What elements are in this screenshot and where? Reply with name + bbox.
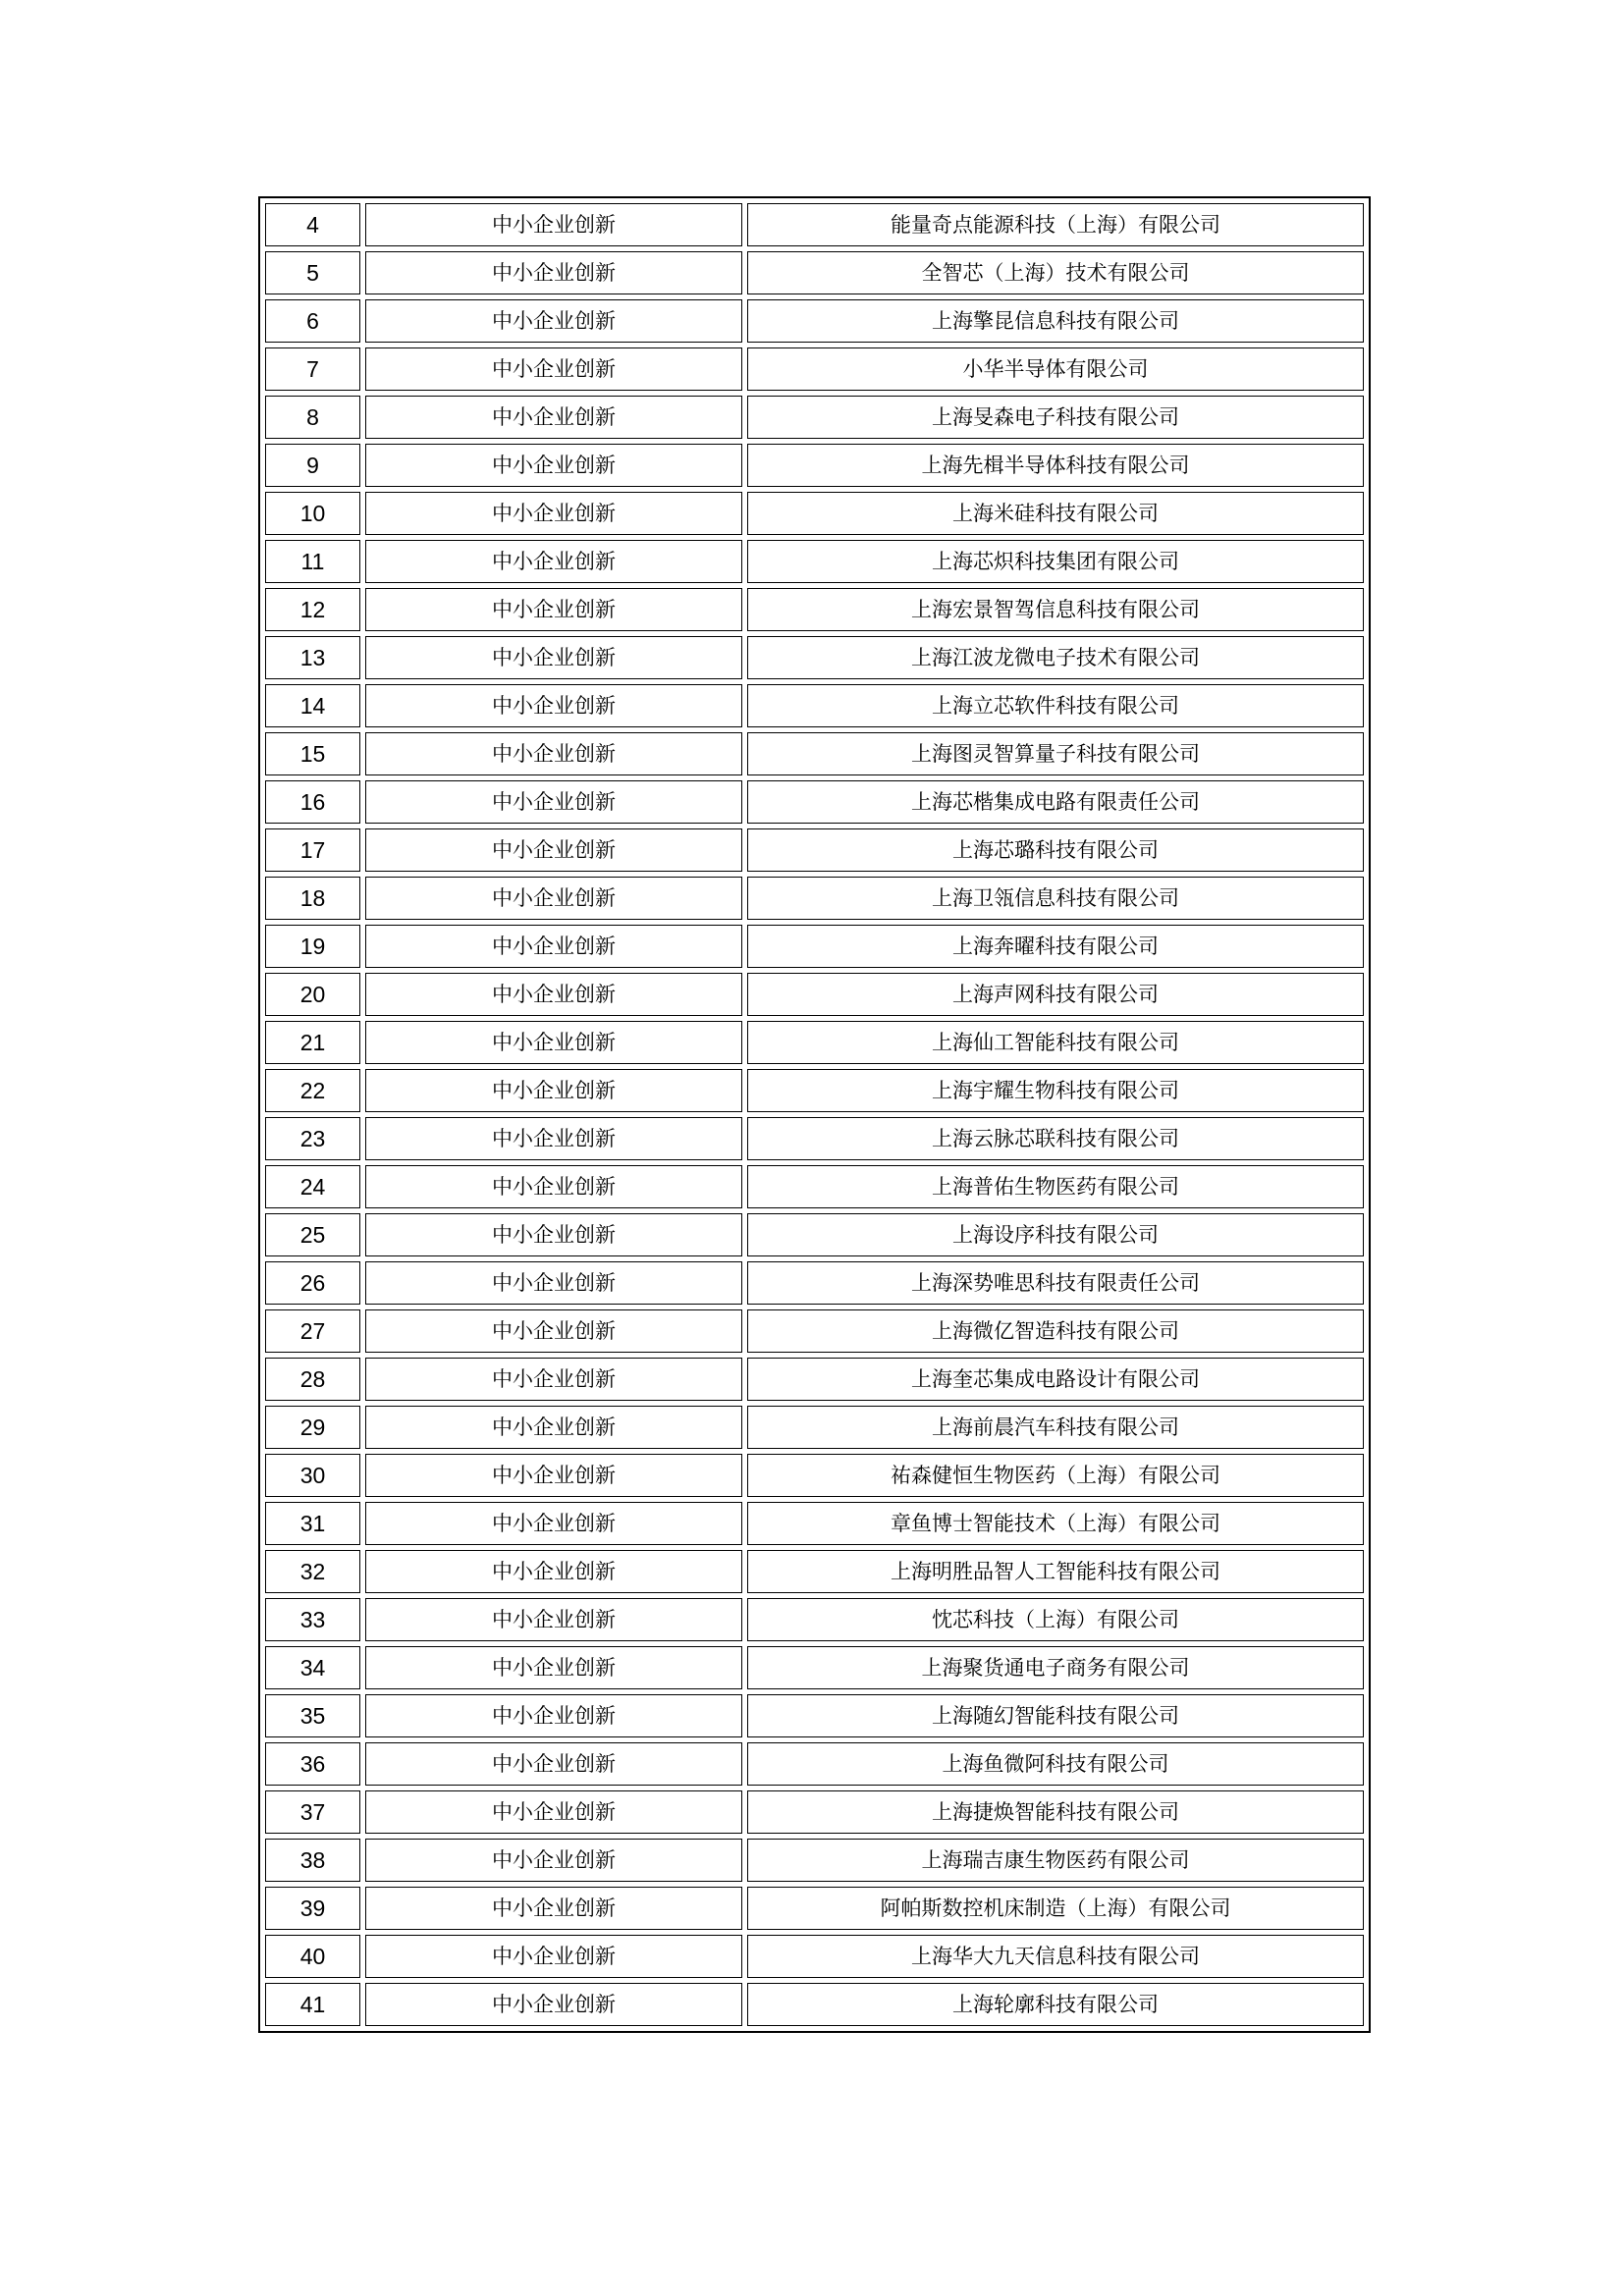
table-row: [265, 636, 1364, 679]
category-cell: 中小企业创新: [365, 299, 742, 343]
company-name-cell: 阿帕斯数控机床制造（上海）有限公司: [747, 1887, 1364, 1930]
company-name-cell: 上海奔曜科技有限公司: [747, 925, 1364, 968]
row-number-cell: 41: [265, 1983, 360, 2026]
company-name-cell: 上海云脉芯联科技有限公司: [747, 1117, 1364, 1160]
table-row: [265, 828, 1364, 872]
row-number-cell: 9: [265, 444, 360, 487]
company-name-cell: 上海随幻智能科技有限公司: [747, 1694, 1364, 1737]
table-row: [265, 684, 1364, 727]
row-number-cell: 19: [265, 925, 360, 968]
row-number-cell: 12: [265, 588, 360, 631]
company-name-cell: 上海立芯软件科技有限公司: [747, 684, 1364, 727]
table-row: [265, 1069, 1364, 1112]
category-cell: 中小企业创新: [365, 1021, 742, 1064]
row-number-cell: 15: [265, 732, 360, 775]
row-number-cell: 27: [265, 1309, 360, 1353]
category-cell: 中小企业创新: [365, 1983, 742, 2026]
category-cell: 中小企业创新: [365, 203, 742, 246]
company-name-cell: 上海微亿智造科技有限公司: [747, 1309, 1364, 1353]
category-cell: 中小企业创新: [365, 1165, 742, 1208]
company-name-cell: 上海华大九天信息科技有限公司: [747, 1935, 1364, 1978]
row-number-cell: 7: [265, 347, 360, 391]
row-number-cell: 14: [265, 684, 360, 727]
company-name-cell: 上海擎昆信息科技有限公司: [747, 299, 1364, 343]
company-name-cell: 上海先楫半导体科技有限公司: [747, 444, 1364, 487]
category-cell: 中小企业创新: [365, 1213, 742, 1256]
category-cell: 中小企业创新: [365, 1261, 742, 1305]
row-number-cell: 13: [265, 636, 360, 679]
category-cell: 中小企业创新: [365, 347, 742, 391]
category-cell: 中小企业创新: [365, 1598, 742, 1641]
table-row: [265, 1550, 1364, 1593]
company-name-cell: 小华半导体有限公司: [747, 347, 1364, 391]
row-number-cell: 8: [265, 396, 360, 439]
table-row: [265, 540, 1364, 583]
table-row: [265, 396, 1364, 439]
row-number-cell: 35: [265, 1694, 360, 1737]
category-cell: 中小企业创新: [365, 444, 742, 487]
row-number-cell: 32: [265, 1550, 360, 1593]
row-number-cell: 24: [265, 1165, 360, 1208]
table-row: [265, 1983, 1364, 2026]
table-row: [265, 1646, 1364, 1689]
category-cell: 中小企业创新: [365, 925, 742, 968]
company-name-cell: 上海轮廓科技有限公司: [747, 1983, 1364, 2026]
row-number-cell: 22: [265, 1069, 360, 1112]
table-row: [265, 1406, 1364, 1449]
table-row: [265, 444, 1364, 487]
row-number-cell: 16: [265, 780, 360, 824]
company-name-cell: 上海宇耀生物科技有限公司: [747, 1069, 1364, 1112]
row-number-cell: 10: [265, 492, 360, 535]
table-body: [265, 203, 1364, 2026]
table-row: [265, 1887, 1364, 1930]
company-name-cell: 上海宏景智驾信息科技有限公司: [747, 588, 1364, 631]
company-name-cell: 上海捷焕智能科技有限公司: [747, 1790, 1364, 1834]
category-cell: 中小企业创新: [365, 1358, 742, 1401]
table-row: [265, 1935, 1364, 1978]
company-name-cell: 上海鱼微阿科技有限公司: [747, 1742, 1364, 1786]
company-name-cell: 章鱼博士智能技术（上海）有限公司: [747, 1502, 1364, 1545]
category-cell: 中小企业创新: [365, 251, 742, 294]
row-number-cell: 36: [265, 1742, 360, 1786]
category-cell: 中小企业创新: [365, 1309, 742, 1353]
row-number-cell: 5: [265, 251, 360, 294]
category-cell: 中小企业创新: [365, 1742, 742, 1786]
company-name-cell: 上海芯楷集成电路有限责任公司: [747, 780, 1364, 824]
table-row: [265, 347, 1364, 391]
table-row: [265, 925, 1364, 968]
company-name-cell: 上海仙工智能科技有限公司: [747, 1021, 1364, 1064]
company-name-cell: 忱芯科技（上海）有限公司: [747, 1598, 1364, 1641]
row-number-cell: 18: [265, 877, 360, 920]
category-cell: 中小企业创新: [365, 1502, 742, 1545]
table-row: [265, 1261, 1364, 1305]
category-cell: 中小企业创新: [365, 636, 742, 679]
category-cell: 中小企业创新: [365, 1069, 742, 1112]
table-row: [265, 877, 1364, 920]
category-cell: 中小企业创新: [365, 973, 742, 1016]
table-row: [265, 299, 1364, 343]
row-number-cell: 21: [265, 1021, 360, 1064]
table-row: [265, 1694, 1364, 1737]
table-row: [265, 492, 1364, 535]
row-number-cell: 17: [265, 828, 360, 872]
company-name-cell: 上海聚货通电子商务有限公司: [747, 1646, 1364, 1689]
company-name-cell: 上海卫瓴信息科技有限公司: [747, 877, 1364, 920]
company-name-cell: 上海普佑生物医药有限公司: [747, 1165, 1364, 1208]
category-cell: 中小企业创新: [365, 588, 742, 631]
category-cell: 中小企业创新: [365, 1935, 742, 1978]
row-number-cell: 40: [265, 1935, 360, 1978]
category-cell: 中小企业创新: [365, 1790, 742, 1834]
table-row: [265, 1309, 1364, 1353]
company-name-cell: 上海旻森电子科技有限公司: [747, 396, 1364, 439]
row-number-cell: 4: [265, 203, 360, 246]
company-name-cell: 上海设序科技有限公司: [747, 1213, 1364, 1256]
company-name-cell: 上海深势唯思科技有限责任公司: [747, 1261, 1364, 1305]
company-name-cell: 上海米硅科技有限公司: [747, 492, 1364, 535]
company-name-cell: 上海奎芯集成电路设计有限公司: [747, 1358, 1364, 1401]
table-row: [265, 1790, 1364, 1834]
row-number-cell: 38: [265, 1839, 360, 1882]
row-number-cell: 23: [265, 1117, 360, 1160]
row-number-cell: 20: [265, 973, 360, 1016]
table-row: [265, 732, 1364, 775]
category-cell: 中小企业创新: [365, 877, 742, 920]
category-cell: 中小企业创新: [365, 1839, 742, 1882]
category-cell: 中小企业创新: [365, 1694, 742, 1737]
row-number-cell: 34: [265, 1646, 360, 1689]
table-row: [265, 780, 1364, 824]
table-row: [265, 588, 1364, 631]
category-cell: 中小企业创新: [365, 1550, 742, 1593]
row-number-cell: 30: [265, 1454, 360, 1497]
category-cell: 中小企业创新: [365, 540, 742, 583]
category-cell: 中小企业创新: [365, 1117, 742, 1160]
row-number-cell: 11: [265, 540, 360, 583]
category-cell: 中小企业创新: [365, 828, 742, 872]
company-name-cell: 上海芯炽科技集团有限公司: [747, 540, 1364, 583]
row-number-cell: 31: [265, 1502, 360, 1545]
row-number-cell: 28: [265, 1358, 360, 1401]
table-row: [265, 1454, 1364, 1497]
category-cell: 中小企业创新: [365, 492, 742, 535]
row-number-cell: 25: [265, 1213, 360, 1256]
table-row: [265, 203, 1364, 246]
category-cell: 中小企业创新: [365, 1646, 742, 1689]
table-row: [265, 1839, 1364, 1882]
company-list-table: [258, 196, 1371, 2033]
table-row: [265, 1598, 1364, 1641]
table-row: [265, 1358, 1364, 1401]
row-number-cell: 29: [265, 1406, 360, 1449]
company-name-cell: 全智芯（上海）技术有限公司: [747, 251, 1364, 294]
table-row: [265, 1502, 1364, 1545]
category-cell: 中小企业创新: [365, 684, 742, 727]
category-cell: 中小企业创新: [365, 1454, 742, 1497]
table-row: [265, 251, 1364, 294]
row-number-cell: 33: [265, 1598, 360, 1641]
category-cell: 中小企业创新: [365, 780, 742, 824]
company-name-cell: 祐森健恒生物医药（上海）有限公司: [747, 1454, 1364, 1497]
table-row: [265, 1213, 1364, 1256]
company-name-cell: 上海芯璐科技有限公司: [747, 828, 1364, 872]
table-row: [265, 1165, 1364, 1208]
category-cell: 中小企业创新: [365, 1887, 742, 1930]
table-row: [265, 1117, 1364, 1160]
category-cell: 中小企业创新: [365, 1406, 742, 1449]
table-row: [265, 1742, 1364, 1786]
category-cell: 中小企业创新: [365, 732, 742, 775]
table-row: [265, 1021, 1364, 1064]
company-name-cell: 上海前晨汽车科技有限公司: [747, 1406, 1364, 1449]
row-number-cell: 26: [265, 1261, 360, 1305]
row-number-cell: 6: [265, 299, 360, 343]
company-name-cell: 上海江波龙微电子技术有限公司: [747, 636, 1364, 679]
company-name-cell: 上海声网科技有限公司: [747, 973, 1364, 1016]
company-name-cell: 能量奇点能源科技（上海）有限公司: [747, 203, 1364, 246]
company-name-cell: 上海图灵智算量子科技有限公司: [747, 732, 1364, 775]
table-row: [265, 973, 1364, 1016]
row-number-cell: 39: [265, 1887, 360, 1930]
row-number-cell: 37: [265, 1790, 360, 1834]
company-name-cell: 上海瑞吉康生物医药有限公司: [747, 1839, 1364, 1882]
company-name-cell: 上海明胜品智人工智能科技有限公司: [747, 1550, 1364, 1593]
category-cell: 中小企业创新: [365, 396, 742, 439]
